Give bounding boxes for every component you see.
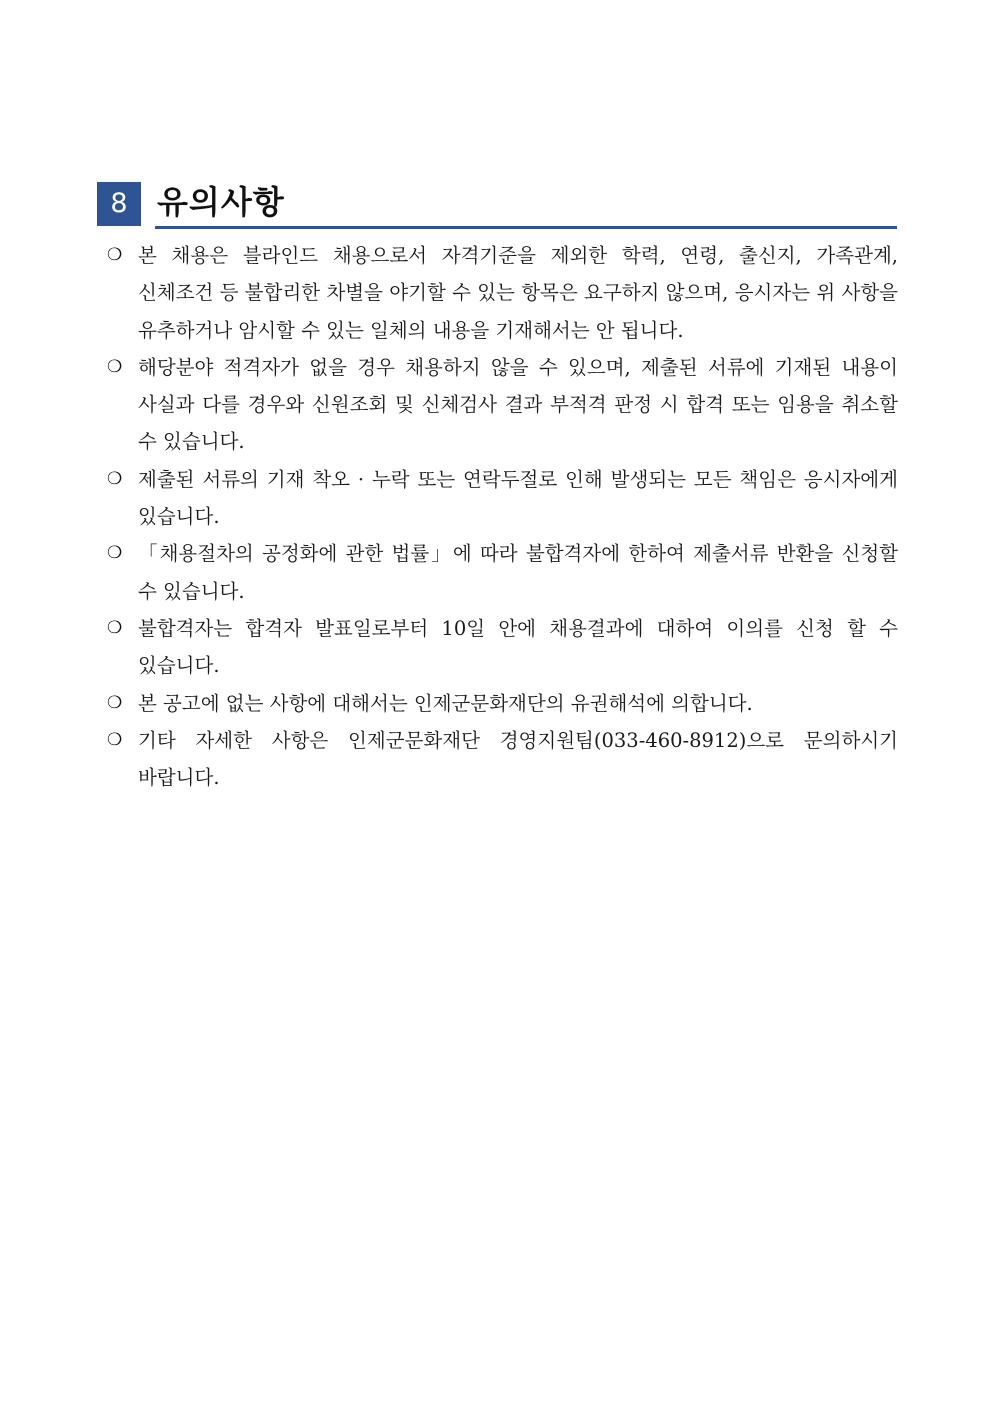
circle-bullet-icon: ❍ [107,692,123,713]
notice-item [105,237,898,349]
notice-text: 불합격자는 합격자 발표일로부터 10일 안에 채용결과에 대하여 이의를 신청 할 수 있습니다. [138,616,898,678]
circle-bullet-icon: ❍ [107,543,123,564]
notice-text: 본 공고에 없는 사항에 대해서는 인제군문화재단의 유권해석에 의합니다. [138,691,753,715]
notice-item [105,461,898,536]
circle-bullet-icon: ❍ [107,356,123,377]
notice-text: 「채용절차의 공정화에 관한 법률」에 따라 불합격자에 한하여 제출서류 반환을 신청할 수 있습니다. [138,542,898,603]
notice-text: 본 채용은 블라인드 채용으로서 자격기준을 제외한 학력, 연령, 출신지, 가족관계, 신체조건 등 불합리한 차별을 야기할 수 있는 항목은 요구하지 않으며, 응시자는 위 사항을 유추하거나 암시할 수 있는 일체의 내용을 기재해서는 안 됩니다. [138,244,898,342]
section-title: 유의사항 [157,183,285,221]
notice-text: 제출된 서류의 기재 착오 · 누락 또는 연락두절로 인해 발생되는 모든 책임은 응시자에게 있습니다. [138,467,898,529]
circle-bullet-icon: ❍ [107,729,123,750]
notice-item [105,610,898,685]
notice-list [105,237,898,796]
section-header [97,180,897,228]
notice-item [105,349,898,461]
notice-item [105,685,898,722]
notice-item [105,722,898,797]
notice-text: 해당분야 적격자가 없을 경우 채용하지 않을 수 있으며, 제출된 서류에 기재된 내용이 사실과 다를 경우와 신원조회 및 신체검사 결과 부적격 판정 시 합격 또는 임용을 취소할 수 있습니다. [138,355,898,454]
circle-bullet-icon: ❍ [107,468,123,489]
circle-bullet-icon: ❍ [107,245,123,265]
notice-item [105,535,898,610]
section-number-badge: 8 [97,182,141,226]
notice-text: 기타 자세한 사항은 인제군문화재단 경영지원팀(033-460-8912)으로 문의하시기 바랍니다. [138,728,898,790]
circle-bullet-icon: ❍ [107,617,123,638]
section-title-underline [155,180,897,229]
